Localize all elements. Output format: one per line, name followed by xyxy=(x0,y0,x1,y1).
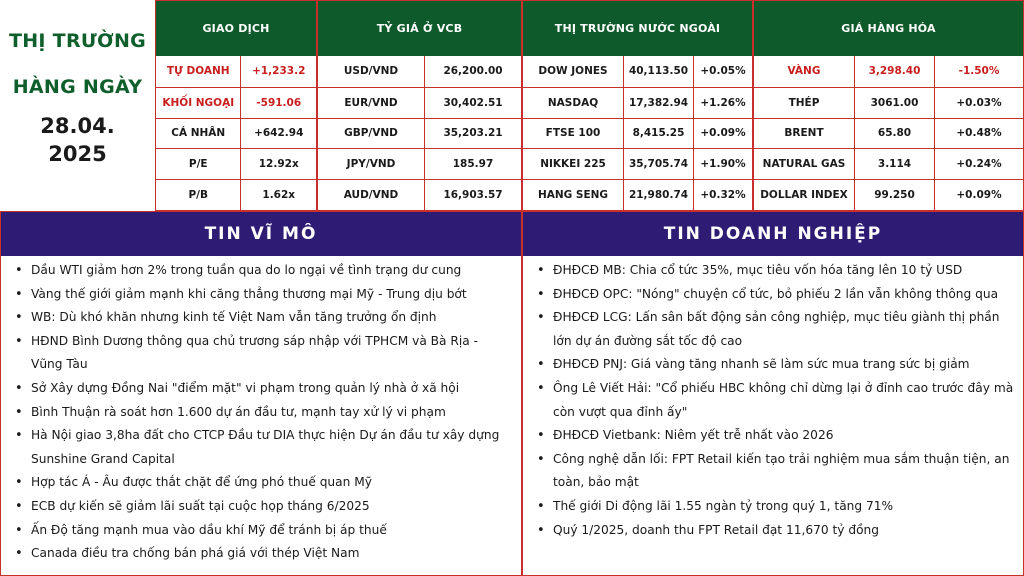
market-label: NIKKEI 225 xyxy=(540,158,606,171)
report-title-line1: THỊ TRƯỜNG xyxy=(8,30,147,52)
market-value: 65.80 xyxy=(854,119,934,149)
news-item: • Quý 1/2025, doanh thu FPT Retail đạt 11,670 tỷ đồng xyxy=(537,519,1015,543)
market-row xyxy=(156,87,316,118)
market-label: NATURAL GAS xyxy=(762,158,846,171)
report-title-line2: HÀNG NGÀY xyxy=(12,76,143,98)
news-item: • Canada điều tra chống bán phá giá với thép Việt Nam xyxy=(15,542,513,566)
market-value: 185.97 xyxy=(424,149,521,179)
market-row xyxy=(318,179,521,210)
market-value: 40,113.50 xyxy=(623,56,693,87)
news-item: • Thế giới Di động lãi 1.55 ngàn tỷ trong quý 1, tăng 71% xyxy=(537,495,1015,519)
market-label: NASDAQ xyxy=(547,96,599,109)
market-change: +0.24% xyxy=(934,149,1023,179)
market-row xyxy=(523,148,752,179)
market-change: +0.09% xyxy=(693,119,752,149)
market-label: P/B xyxy=(188,189,208,202)
market-value: 16,903.57 xyxy=(424,180,521,210)
news-item: • Hà Nội giao 3,8ha đất cho CTCP Đầu tư DIA thực hiện Dự án đầu tư xây dựng Sunshine Grand Capital xyxy=(15,424,513,471)
news-item: • WB: Dù khó khăn nhưng kinh tế Việt Nam vẫn tăng trưởng ổn định xyxy=(15,306,513,330)
market-label: USD/VND xyxy=(343,65,399,78)
news-item: • ĐHĐCĐ LCG: Lấn sân bất động sản công nghiệp, mục tiêu giành thị phần lớn dự án đường sắt tốc độ cao xyxy=(537,306,1015,353)
market-label: HANG SENG xyxy=(537,189,609,202)
market-change: +0.48% xyxy=(934,119,1023,149)
commodity-table-header: GIÁ HÀNG HÓA xyxy=(754,1,1023,56)
business-news-header: TIN DOANH NGHIỆP xyxy=(523,212,1023,256)
news-item: • ECB dự kiến sẽ giảm lãi suất tại cuộc họp tháng 6/2025 xyxy=(15,495,513,519)
macro-news-list xyxy=(1,256,521,566)
market-label: BRENT xyxy=(784,127,824,140)
market-value: 26,200.00 xyxy=(424,56,521,87)
market-value: 3061.00 xyxy=(854,88,934,118)
market-label: TỰ DOANH xyxy=(166,65,230,78)
market-change: +0.03% xyxy=(934,88,1023,118)
foreign-market-table-header: THỊ TRƯỜNG NƯỚC NGOÀI xyxy=(523,1,752,56)
market-value: 30,402.51 xyxy=(424,88,521,118)
market-row xyxy=(156,148,316,179)
market-label: FTSE 100 xyxy=(545,127,601,140)
market-value: 35,203.21 xyxy=(424,119,521,149)
trading-table xyxy=(155,0,317,211)
macro-news-header: TIN VĨ MÔ xyxy=(1,212,521,256)
market-label: KHỐI NGOẠI xyxy=(162,96,235,109)
news-item: • ĐHĐCĐ OPC: "Nóng" chuyện cổ tức, bỏ phiếu 2 lần vẫn không thông qua xyxy=(537,283,1015,307)
business-news-list xyxy=(523,256,1023,542)
report-date-year: 2025 xyxy=(48,142,107,166)
market-row xyxy=(523,118,752,149)
market-row xyxy=(318,118,521,149)
market-value: 21,980.74 xyxy=(623,180,693,210)
news-item: • Công nghệ dẫn lối: FPT Retail kiến tạo trải nghiệm mua sắm thuận tiện, an toàn, bảo mật xyxy=(537,448,1015,495)
market-value: 17,382.94 xyxy=(623,88,693,118)
market-label: DOLLAR INDEX xyxy=(760,189,848,202)
fx-rate-table xyxy=(317,0,522,211)
market-value: +642.94 xyxy=(240,119,316,149)
market-change: +1.26% xyxy=(693,88,752,118)
market-row xyxy=(754,179,1023,210)
market-row xyxy=(754,87,1023,118)
market-value: 8,415.25 xyxy=(623,119,693,149)
market-row xyxy=(754,118,1023,149)
news-item: • Ông Lê Viết Hải: "Cổ phiếu HBC không chỉ dừng lại ở đỉnh cao trước đây mà còn vượt qua đỉnh ấy" xyxy=(537,377,1015,424)
report-date xyxy=(40,112,114,168)
market-row xyxy=(156,179,316,210)
market-row xyxy=(523,87,752,118)
market-value: 3,298.40 xyxy=(854,56,934,87)
news-item: • Ấn Độ tăng mạnh mua vào dầu khí Mỹ để tránh bị áp thuế xyxy=(15,519,513,543)
market-value: 1.62x xyxy=(240,180,316,210)
market-change: +1.90% xyxy=(693,149,752,179)
market-row xyxy=(318,87,521,118)
market-row xyxy=(754,148,1023,179)
foreign-market-table-rows xyxy=(523,56,752,210)
market-value: -591.06 xyxy=(240,88,316,118)
market-row xyxy=(156,118,316,149)
market-label: JPY/VND xyxy=(346,158,396,171)
market-value: 3.114 xyxy=(854,149,934,179)
market-row xyxy=(754,56,1023,87)
fx-rate-table-header: TỶ GIÁ Ở VCB xyxy=(318,1,521,56)
report-date-day-month: 28.04. xyxy=(40,114,115,138)
market-label: EUR/VND xyxy=(344,96,398,109)
market-row xyxy=(523,179,752,210)
market-change: -1.50% xyxy=(934,56,1023,87)
trading-table-rows xyxy=(156,56,316,210)
market-label: VÀNG xyxy=(787,65,821,78)
news-item: • Dầu WTI giảm hơn 2% trong tuần qua do lo ngại về tình trạng dư cung xyxy=(15,259,513,283)
market-value: 12.92x xyxy=(240,149,316,179)
trading-table-header: GIAO DỊCH xyxy=(156,1,316,56)
news-item: • Bình Thuận rà soát hơn 1.600 dự án đầu tư, mạnh tay xử lý vi phạm xyxy=(15,401,513,425)
market-change: +0.09% xyxy=(934,180,1023,210)
market-label: DOW JONES xyxy=(538,65,608,78)
market-change: +0.05% xyxy=(693,56,752,87)
market-label: THÉP xyxy=(788,96,820,109)
news-item: • ĐHĐCĐ PNJ: Giá vàng tăng nhanh sẽ làm sức mua trang sức bị giảm xyxy=(537,353,1015,377)
news-item: • ĐHĐCĐ Vietbank: Niêm yết trễ nhất vào 2026 xyxy=(537,424,1015,448)
news-item: • ĐHĐCĐ MB: Chia cổ tức 35%, mục tiêu vốn hóa tăng lên 10 tỷ USD xyxy=(537,259,1015,283)
market-value: 99.250 xyxy=(854,180,934,210)
market-change: +0.32% xyxy=(693,180,752,210)
macro-news-panel xyxy=(0,211,522,576)
market-row xyxy=(318,148,521,179)
market-label: CÁ NHÂN xyxy=(171,127,226,140)
report-title-block xyxy=(0,0,155,211)
market-label: AUD/VND xyxy=(343,189,399,202)
business-news-panel xyxy=(522,211,1024,576)
news-item: • Sở Xây dựng Đồng Nai "điểm mặt" vi phạm trong quản lý nhà ở xã hội xyxy=(15,377,513,401)
market-row xyxy=(156,56,316,87)
market-label: GBP/VND xyxy=(344,127,398,140)
news-item: • HĐND Bình Dương thông qua chủ trương sáp nhập với TPHCM và Bà Rịa - Vũng Tàu xyxy=(15,330,513,377)
market-label: P/E xyxy=(188,158,208,171)
commodity-table xyxy=(753,0,1024,211)
fx-rate-table-rows xyxy=(318,56,521,210)
foreign-market-table xyxy=(522,0,753,211)
news-item: • Vàng thế giới giảm mạnh khi căng thẳng thương mại Mỹ - Trung dịu bớt xyxy=(15,283,513,307)
news-item: • Hợp tác Á - Âu được thắt chặt để ứng phó thuế quan Mỹ xyxy=(15,471,513,495)
market-value: 35,705.74 xyxy=(623,149,693,179)
market-row xyxy=(523,56,752,87)
market-value: +1,233.2 xyxy=(240,56,316,87)
market-row xyxy=(318,56,521,87)
commodity-table-rows xyxy=(754,56,1023,210)
